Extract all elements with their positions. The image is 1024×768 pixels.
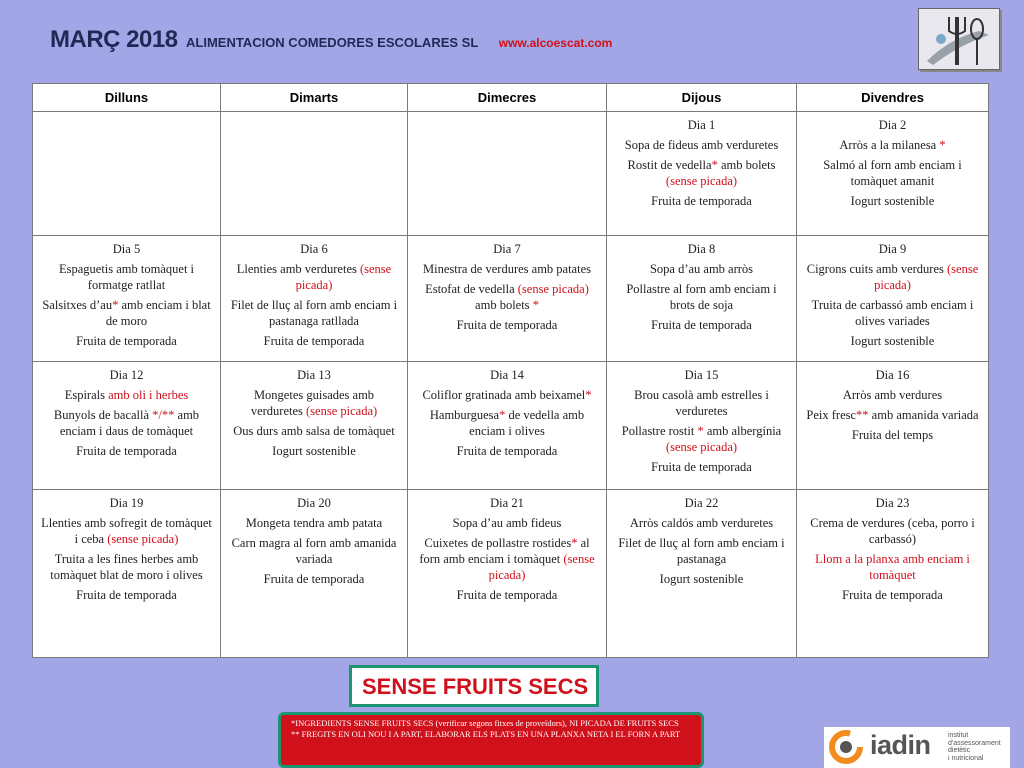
iadin-subtitle: [948, 732, 1008, 762]
dish-item: Fruita de temporada: [651, 194, 752, 208]
dish-item: Espaguetis amb tomàquet i formatge ratllat: [58, 262, 195, 292]
dish-item: Espirals amb oli i herbes: [64, 388, 189, 402]
dish-item: Fruita de temporada: [263, 572, 365, 586]
menu-cell: [221, 236, 408, 362]
dish-item: Cuixetes de pollastre rostides* al forn amb enciam i tomàquet (sense picada): [419, 536, 595, 582]
header-tuesday: Dimarts: [221, 84, 408, 112]
iadin-subtitle-line: i nutricional: [948, 754, 984, 762]
dish-item: Fruita de temporada: [76, 444, 177, 458]
dish-item: Filet de lluç al forn amb enciam i pastanaga ratllada: [230, 298, 398, 328]
dish-item: Iogurt sostenible: [850, 194, 935, 208]
dish-item: Iogurt sostenible: [272, 444, 356, 458]
dish-item: Fruita de temporada: [76, 334, 177, 348]
menu-cell: [607, 362, 797, 490]
dish-item: Fruita de temporada: [456, 588, 558, 602]
dish-item: Iogurt sostenible: [659, 572, 744, 586]
allergen-notes: [278, 712, 704, 768]
header-thursday: Dijous: [607, 84, 797, 112]
day-number: Dia 1: [687, 118, 716, 132]
week-row: [33, 112, 989, 236]
dish-item: Arròs caldós amb verduretes: [629, 516, 774, 530]
iadin-circle-icon: [828, 729, 864, 765]
menu-cell: [33, 490, 221, 658]
menu-cell: [797, 112, 989, 236]
dish-item: Fruita de temporada: [263, 334, 365, 348]
dish-item: Fruita de temporada: [76, 588, 177, 602]
dish-item: Fruita de temporada: [651, 318, 752, 332]
dish-item: Peix fresc** amb amanida variada: [806, 408, 979, 422]
week-row: [33, 236, 989, 362]
dish-item: Llom a la planxa amb enciam i tomàquet: [815, 552, 970, 582]
dish-item: Minestra de verdures amb patates: [423, 262, 591, 276]
dish-item: Pollastre rostit * amb albergínia (sense picada): [621, 424, 782, 454]
header-monday: Dilluns: [33, 84, 221, 112]
day-number: Dia 16: [875, 368, 910, 382]
day-number: Dia 7: [493, 242, 521, 256]
dish-item: Iogurt sostenible: [850, 334, 935, 348]
dish-item: Sopa d’au amb arròs: [649, 262, 754, 276]
dish-item: Estofat de vedella (sense picada) amb bolets *: [425, 282, 589, 312]
menu-cell: [797, 362, 989, 490]
day-number: Dia 12: [109, 368, 144, 382]
day-number: Dia 14: [490, 368, 524, 382]
dish-item: Sopa de fideus amb verduretes: [624, 138, 779, 152]
note-line: ** FREGITS EN OLI NOU I A PART, ELABORAR ELS PLATS EN UNA PLANXA NETA I EL FORN A PART: [291, 729, 681, 739]
iadin-subtitle-line: institut: [948, 732, 969, 739]
weekday-header-row: [33, 84, 989, 112]
menu-cell: [221, 112, 408, 236]
menu-cell: [221, 490, 408, 658]
dish-item: Hamburguesa* de vedella amb enciam i olives: [429, 408, 585, 438]
menu-cell: [408, 236, 607, 362]
menu-cell: [33, 236, 221, 362]
day-number: Dia 21: [490, 496, 524, 510]
iadin-logo: [824, 727, 1010, 768]
dish-item: Fruita de temporada: [842, 588, 943, 602]
day-number: Dia 19: [109, 496, 144, 510]
dish-item: Llenties amb verduretes (sense picada): [236, 262, 392, 292]
day-number: Dia 8: [687, 242, 716, 256]
dish-item: Cigrons cuits amb verdures (sense picada): [806, 262, 979, 292]
day-number: Dia 23: [875, 496, 910, 510]
day-number: Dia 20: [297, 496, 331, 510]
page-title: [50, 26, 612, 54]
dish-item: Llenties amb sofregit de tomàquet i ceba (sense picada): [41, 516, 212, 546]
dish-item: Ous durs amb salsa de tomàquet: [233, 424, 395, 438]
dish-item: Salsitxes d’au* amb enciam i blat de moro: [42, 298, 211, 328]
iadin-subtitle-line: d'assessorament: [948, 739, 1001, 747]
menu-cell: [797, 236, 989, 362]
menu-cell: [221, 362, 408, 490]
dish-item: Sopa d’au amb fideus: [452, 516, 562, 530]
menu-cell: [33, 112, 221, 236]
dish-item: Truita a les fines herbes amb tomàquet blat de moro i olives: [50, 552, 203, 582]
dish-item: Fruita de temporada: [651, 460, 752, 474]
website-link[interactable]: www.alcoescat.com: [498, 36, 613, 50]
dish-item: Filet de lluç al forn amb enciam i pastanaga: [618, 536, 785, 566]
menu-cell: [797, 490, 989, 658]
dish-item: Mongeta tendra amb patata: [245, 516, 383, 530]
dish-item: Truita de carbassó amb enciam i olives variades: [811, 298, 974, 328]
dish-item: Brou casolà amb estrelles i verduretes: [634, 388, 769, 418]
dish-item: Rostit de vedella* amb bolets (sense picada): [627, 158, 776, 188]
menu-cell: [408, 490, 607, 658]
week-row: [33, 362, 989, 490]
dish-item: Crema de verdures (ceba, porro i carbassó): [810, 516, 975, 546]
day-number: Dia 22: [684, 496, 719, 510]
note-line: *INGREDIENTS SENSE FRUITS SECS (verificar segons fitxes de proveïdors), NI PICADA DE FRUITS SECS: [291, 718, 679, 728]
menu-cell: [408, 112, 607, 236]
iadin-wordmark: iadin: [870, 730, 931, 760]
dish-item: Coliflor gratinada amb beixamel*: [422, 388, 592, 402]
iadin-subtitle-line: dietètic: [948, 747, 971, 754]
dish-item: Arròs a la milanesa *: [839, 138, 946, 152]
day-number: Dia 2: [878, 118, 907, 132]
menu-table: [32, 83, 989, 658]
header-wednesday: Dimecres: [408, 84, 607, 112]
dish-item: Arròs amb verdures: [842, 388, 943, 402]
day-number: Dia 15: [684, 368, 719, 382]
week-row: [33, 490, 989, 658]
header-friday: Divendres: [797, 84, 989, 112]
month-title: MARÇ 2018: [50, 26, 178, 53]
nut-free-banner: SENSE FRUITS SECS: [349, 665, 599, 707]
dish-item: Pollastre al forn amb enciam i brots de soja: [626, 282, 777, 312]
dish-item: Fruita de temporada: [456, 444, 558, 458]
dish-item: Carn magra al forn amb amanida variada: [231, 536, 397, 566]
menu-cell: [607, 112, 797, 236]
menu-cell: [607, 490, 797, 658]
dish-item: Fruita de temporada: [456, 318, 558, 332]
dish-item: Fruita del temps: [851, 428, 934, 442]
dish-item: Bunyols de bacallà */** amb enciam i daus de tomàquet: [53, 408, 200, 438]
dish-item: Salmó al forn amb enciam i tomàquet amanit: [823, 158, 962, 188]
menu-cell: [607, 236, 797, 362]
menu-cell: [408, 362, 607, 490]
day-number: Dia 9: [878, 242, 907, 256]
company-name: ALIMENTACION COMEDORES ESCOLARES SL: [186, 35, 479, 50]
menu-cell: [33, 362, 221, 490]
cutlery-logo-icon: [918, 8, 1000, 70]
day-number: Dia 13: [297, 368, 331, 382]
day-number: Dia 5: [112, 242, 141, 256]
dish-item: Mongetes guisades amb verduretes (sense picada): [250, 388, 378, 418]
day-number: Dia 6: [300, 242, 328, 256]
